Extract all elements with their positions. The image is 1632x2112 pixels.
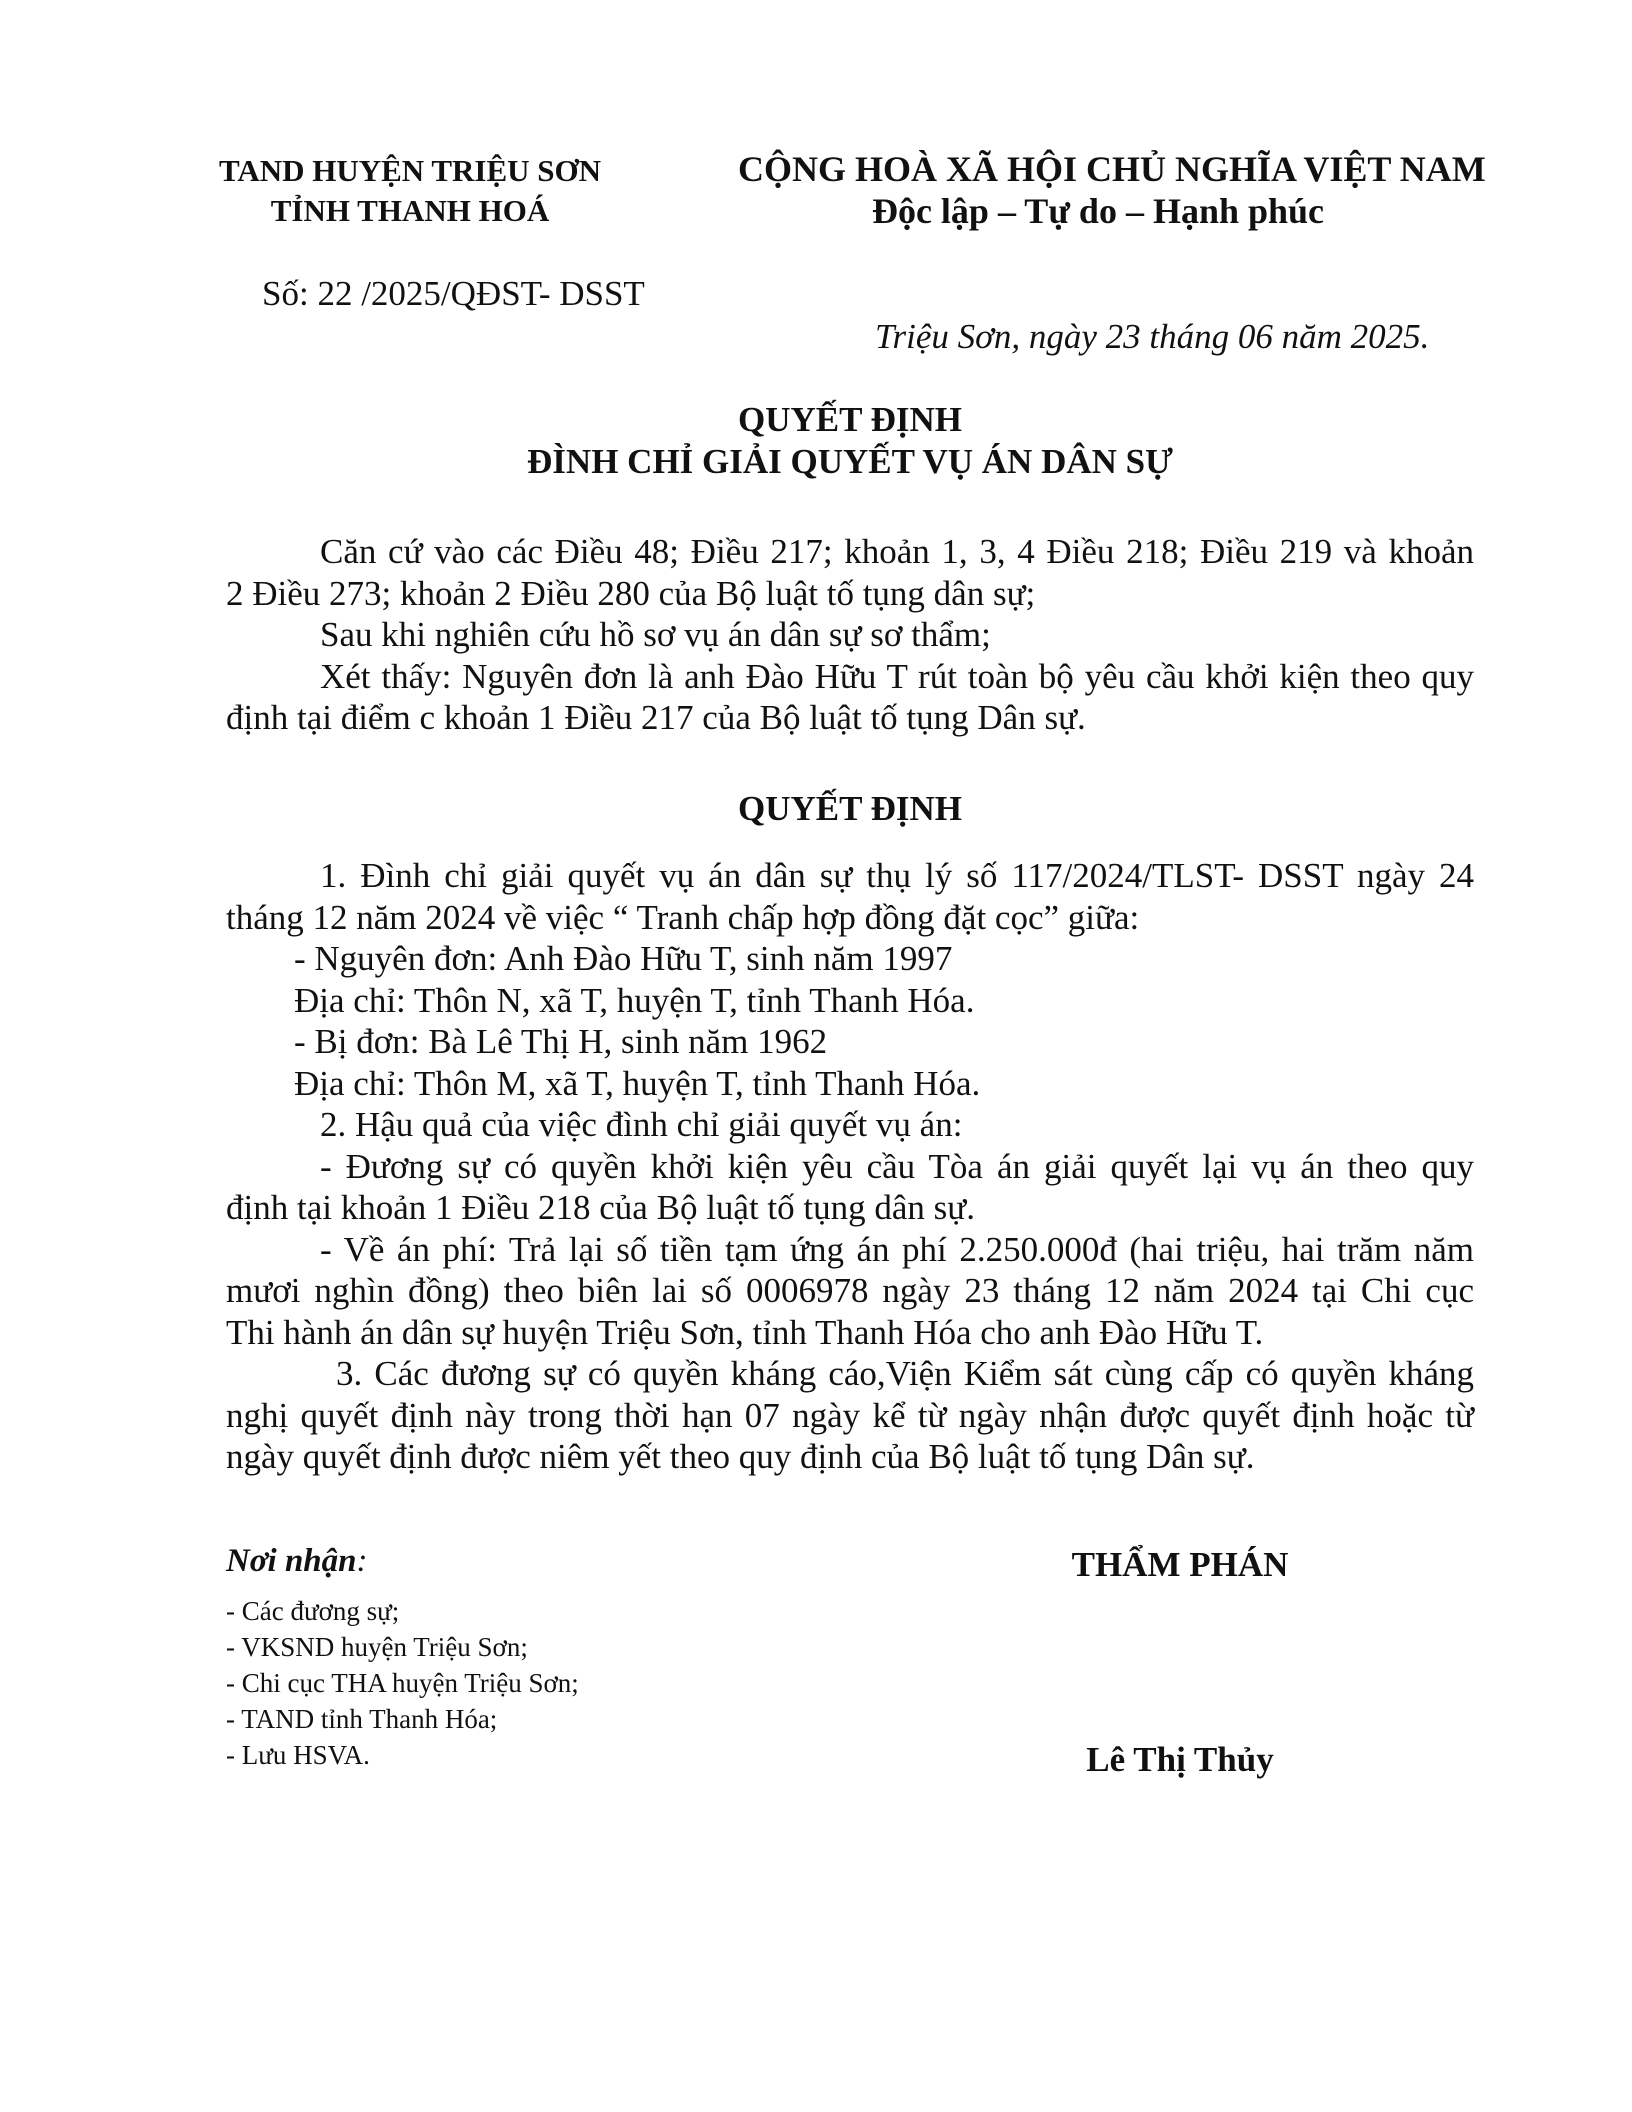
decision-line: - Bị đơn: Bà Lê Thị H, sinh năm 1962 — [294, 1022, 828, 1061]
recipients-colon: : — [356, 1543, 368, 1579]
recipients-list — [226, 1593, 579, 1773]
signature-name: Lê Thị Thủy — [1086, 1740, 1274, 1779]
court-province: TỈNH THANH HOÁ — [270, 193, 550, 228]
decision-line: Địa chỉ: Thôn M, xã T, huyện T, tỉnh Thanh Hóa. — [294, 1063, 981, 1103]
recipients-heading — [226, 1543, 368, 1580]
decision-line: định tại khoản 1 Điều 218 của Bộ luật tố tụng dân sự. — [226, 1188, 975, 1227]
recipient-item: - TAND tỉnh Thanh Hóa; — [226, 1704, 498, 1734]
recipient-item: - VKSND huyện Triệu Sơn; — [226, 1632, 528, 1662]
decision-line: - Về án phí: Trả lại số tiền tạm ứng án phí 2.250.000đ (hai triệu, hai trăm năm — [320, 1229, 1474, 1269]
recipient-item: - Lưu HSVA. — [226, 1740, 370, 1770]
document-subtitle: ĐÌNH CHỈ GIẢI QUYẾT VỤ ÁN DÂN SỰ — [527, 442, 1173, 481]
decision-number: Số: 22 /2025/QĐST- DSST — [262, 274, 645, 313]
preamble-line: Sau khi nghiên cứu hồ sơ vụ án dân sự sơ thẩm; — [320, 615, 991, 654]
decision-line: - Đương sự có quyền khởi kiện yêu cầu Tòa án giải quyết lại vụ án theo quy — [320, 1146, 1474, 1186]
document-title: QUYẾT ĐỊNH — [738, 400, 962, 439]
decision-line: - Nguyên đơn: Anh Đào Hữu T, sinh năm 1997 — [294, 939, 953, 978]
decision-body — [226, 855, 1474, 1478]
court-name: TAND HUYỆN TRIỆU SƠN — [218, 153, 602, 188]
preamble-line: 2 Điều 273; khoản 2 Điều 280 của Bộ luật tố tụng dân sự; — [226, 573, 1036, 613]
decision-line: 2. Hậu quả của việc đình chỉ giải quyết vụ án: — [320, 1105, 963, 1144]
decision-line: tháng 12 năm 2024 về việc “ Tranh chấp hợp đồng đặt cọc” giữa: — [226, 897, 1140, 937]
preamble-line: Căn cứ vào các Điều 48; Điều 217; khoản 1, 3, 4 Điều 218; Điều 219 và khoản — [320, 532, 1474, 571]
decision-line: 1. Đình chỉ giải quyết vụ án dân sự thụ lý số 117/2024/TLST- DSST ngày 24 — [320, 856, 1474, 895]
decision-line: Địa chỉ: Thôn N, xã T, huyện T, tỉnh Thanh Hóa. — [294, 980, 975, 1020]
decision-line: 3. Các đương sự có quyền kháng cáo,Viện Kiểm sát cùng cấp có quyền kháng — [336, 1354, 1474, 1393]
recipient-item: - Chi cục THA huyện Triệu Sơn; — [226, 1668, 579, 1698]
decision-line: mươi nghìn đồng) theo biên lai số 0006978 ngày 23 tháng 12 năm 2024 tại Chi cục — [226, 1271, 1474, 1310]
decision-line: ngày quyết định được niêm yết theo quy định của Bộ luật tố tụng Dân sự. — [226, 1437, 1255, 1476]
signature-role: THẨM PHÁN — [1071, 1545, 1289, 1584]
recipient-item: - Các đương sự; — [226, 1596, 400, 1626]
decision-line: Thi hành án dân sự huyện Triệu Sơn, tỉnh Thanh Hóa cho anh Đào Hữu T. — [226, 1312, 1264, 1352]
national-motto: Độc lập – Tự do – Hạnh phúc — [871, 191, 1325, 231]
decision-line: nghị quyết định này trong thời hạn 07 ngày kể từ ngày nhận được quyết định hoặc từ — [226, 1395, 1474, 1435]
country-name: CỘNG HOÀ XÃ HỘI CHỦ NGHĨA VIỆT NAM — [738, 149, 1486, 189]
place-date: Triệu Sơn, ngày 23 tháng 06 năm 2025. — [875, 317, 1430, 356]
preamble-line: Xét thấy: Nguyên đơn là anh Đào Hữu T rút toàn bộ yêu cầu khởi kiện theo quy — [320, 656, 1474, 696]
decision-heading: QUYẾT ĐỊNH — [738, 789, 962, 828]
preamble — [226, 531, 1474, 739]
preamble-line: định tại điểm c khoản 1 Điều 217 của Bộ luật tố tụng Dân sự. — [226, 698, 1086, 737]
recipients-title: Nơi nhận — [226, 1543, 357, 1579]
